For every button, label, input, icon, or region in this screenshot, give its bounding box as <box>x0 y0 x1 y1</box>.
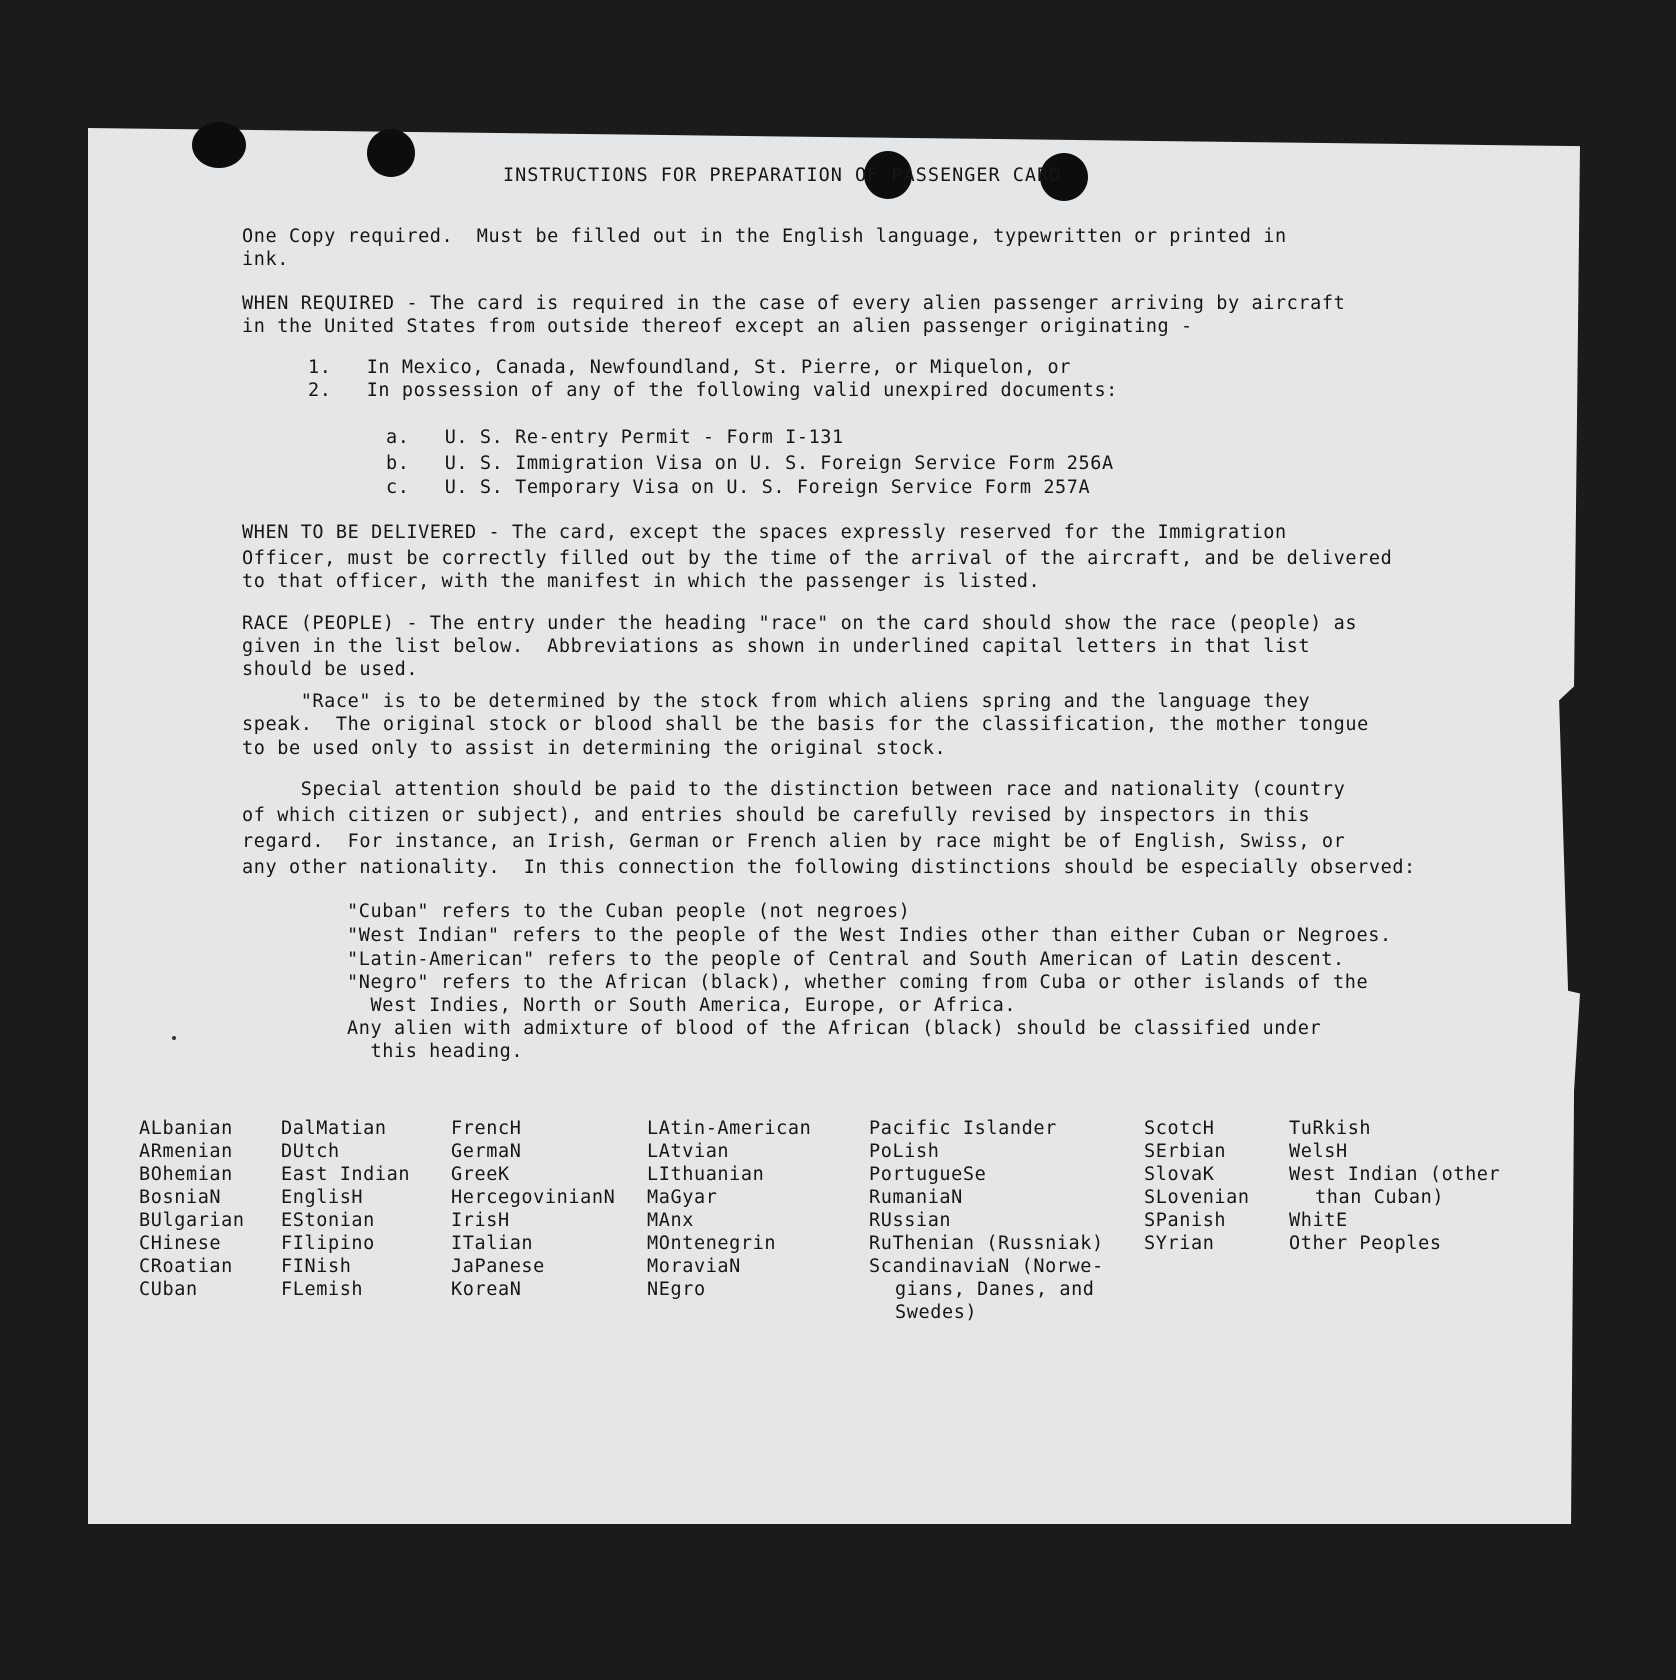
race-list-item: ScandinaviaN (Norwe- <box>869 1256 1104 1277</box>
race-list-item: FrencH <box>451 1118 522 1139</box>
race-list-column-3 <box>451 1117 615 1301</box>
race-list-item: LAtin-American <box>647 1118 812 1139</box>
race-list-item: PoLish <box>869 1141 940 1162</box>
document-item-c: c. U. S. Temporary Visa on U. S. Foreign Service Form 257A <box>386 477 1091 498</box>
ink-speck <box>172 1036 176 1040</box>
race-definition-line-3: to be used only to assist in determining the original stock. <box>242 738 947 759</box>
document-item-a: a. U. S. Re-entry Permit - Form I-131 <box>386 427 844 448</box>
race-list-item: FIlipino <box>281 1233 375 1254</box>
exception-item-2: 2. In possession of any of the following valid unexpired documents: <box>308 380 1118 401</box>
when-delivered-line-3: to that officer, with the manifest in which the passenger is listed. <box>242 571 1041 592</box>
race-list-item: ScotcH <box>1144 1118 1215 1139</box>
distinction-negro-line-2: West Indies, North or South America, Europe, or Africa. <box>347 995 1017 1016</box>
race-list-item: HercegovinianN <box>451 1187 616 1208</box>
race-list-item: WelsH <box>1289 1141 1348 1162</box>
race-list-item: BosniaN <box>139 1187 222 1208</box>
race-list-item: MoraviaN <box>647 1256 741 1277</box>
race-list-item: ARmenian <box>139 1141 233 1162</box>
race-list-item: GreeK <box>451 1164 510 1185</box>
race-list-item: RUssian <box>869 1210 952 1231</box>
race-list-column-2 <box>281 1117 410 1301</box>
race-list-item: BOhemian <box>139 1164 233 1185</box>
race-list-item: BUlgarian <box>139 1210 245 1231</box>
race-line-2: given in the list below. Abbreviations as shown in underlined capital letters in that list <box>242 636 1311 657</box>
race-list-item: KoreaN <box>451 1279 522 1300</box>
race-list-item: MAnx <box>647 1210 694 1231</box>
special-attention-line-2: of which citizen or subject), and entries should be carefully revised by inspectors in this <box>242 805 1311 826</box>
race-list-column-6 <box>1144 1117 1250 1255</box>
when-required-line-2: in the United States from outside thereof except an alien passenger originating - <box>242 316 1193 337</box>
race-list-column-4 <box>647 1117 811 1301</box>
race-list-item: IrisH <box>451 1210 510 1231</box>
distinction-negro-line-1: "Negro" refers to the African (black), whether coming from Cuba or other islands of the <box>347 972 1369 993</box>
race-list-item-continued: than Cuban) <box>1315 1187 1445 1208</box>
punch-hole-1 <box>367 129 415 177</box>
race-list-item: TuRkish <box>1289 1118 1372 1139</box>
special-attention-line-4: any other nationality. In this connection the following distinctions should be especially observed: <box>242 857 1416 878</box>
race-list-item: FLemish <box>281 1279 364 1300</box>
race-list-column-5 <box>869 1117 1104 1324</box>
race-list-item: MaGyar <box>647 1187 718 1208</box>
special-attention-line-3: regard. For instance, an Irish, German or French alien by race might be of English, Swiss, or <box>242 831 1346 852</box>
race-list-item-continued: gians, Danes, and <box>895 1279 1095 1300</box>
race-list-item: EStonian <box>281 1210 375 1231</box>
race-list-column-7 <box>1289 1117 1500 1255</box>
race-list-column-1 <box>139 1117 245 1301</box>
race-list-item: LAtvian <box>647 1141 730 1162</box>
race-list-item: ITalian <box>451 1233 534 1254</box>
race-list-item: RuThenian (Russniak) <box>869 1233 1104 1254</box>
when-delivered-line-1: WHEN TO BE DELIVERED - The card, except the spaces expressly reserved for the Immigration <box>242 522 1287 543</box>
race-list-item: DUtch <box>281 1141 340 1162</box>
race-list-item: SLovenian <box>1144 1187 1250 1208</box>
race-list-item: SErbian <box>1144 1141 1227 1162</box>
race-list-item: SYrian <box>1144 1233 1215 1254</box>
document-item-b: b. U. S. Immigration Visa on U. S. Foreign Service Form 256A <box>386 453 1114 474</box>
race-list-item: CRoatian <box>139 1256 233 1277</box>
race-list-item: JaPanese <box>451 1256 545 1277</box>
race-list-item: West Indian (other <box>1289 1164 1501 1185</box>
race-list-item: SlovaK <box>1144 1164 1215 1185</box>
race-list-item: EnglisH <box>281 1187 364 1208</box>
exception-item-1: 1. In Mexico, Canada, Newfoundland, St. Pierre, or Miquelon, or <box>308 357 1071 378</box>
race-list-item: East Indian <box>281 1164 411 1185</box>
race-list-item: Pacific Islander <box>869 1118 1057 1139</box>
race-definition-line-2: speak. The original stock or blood shall be the basis for the classification, the mother tongue <box>242 714 1369 735</box>
race-list-item: RumaniaN <box>869 1187 963 1208</box>
race-list-item: GermaN <box>451 1141 522 1162</box>
race-list-item: LIthuanian <box>647 1164 765 1185</box>
race-list-item: PortugueSe <box>869 1164 987 1185</box>
distinction-west-indian: "West Indian" refers to the people of the West Indies other than either Cuban or Negroes. <box>347 925 1392 946</box>
race-list-item: Other Peoples <box>1289 1233 1442 1254</box>
when-delivered-line-2: Officer, must be correctly filled out by the time of the arrival of the aircraft, and be delivered <box>242 548 1393 569</box>
race-line-1: RACE (PEOPLE) - The entry under the heading "race" on the card should show the race (people) as <box>242 613 1358 634</box>
distinction-cuban: "Cuban" refers to the Cuban people (not negroes) <box>347 901 911 922</box>
race-line-3: should be used. <box>242 659 419 680</box>
race-list-item: CHinese <box>139 1233 222 1254</box>
race-list-item: ALbanian <box>139 1118 233 1139</box>
when-required-line-1: WHEN REQUIRED - The card is required in the case of every alien passenger arriving by aircraft <box>242 293 1346 314</box>
distinction-latin-american: "Latin-American" refers to the people of Central and South American of Latin descent. <box>347 949 1345 970</box>
special-attention-line-1: Special attention should be paid to the distinction between race and nationality (country <box>242 779 1346 800</box>
race-list-item: CUban <box>139 1279 198 1300</box>
race-definition-line-1: "Race" is to be determined by the stock from which aliens spring and the language they <box>242 691 1311 712</box>
punch-hole-left <box>192 122 246 168</box>
distinction-admixture-line-2: this heading. <box>347 1041 524 1062</box>
race-list-item: WhitE <box>1289 1210 1348 1231</box>
race-list-item-continued: Swedes) <box>895 1302 978 1323</box>
race-list-item: NEgro <box>647 1279 706 1300</box>
document-title: INSTRUCTIONS FOR PREPARATION OF PASSENGER CARD <box>503 165 1062 186</box>
copy-line-1: One Copy required. Must be filled out in the English language, typewritten or printed in <box>242 226 1287 247</box>
copy-line-2: ink. <box>242 249 289 270</box>
race-list-item: DalMatian <box>281 1118 387 1139</box>
race-list-item: MOntenegrin <box>647 1233 777 1254</box>
race-list-item: SPanish <box>1144 1210 1227 1231</box>
distinction-admixture-line-1: Any alien with admixture of blood of the African (black) should be classified under <box>347 1018 1322 1039</box>
race-list-item: FINish <box>281 1256 352 1277</box>
